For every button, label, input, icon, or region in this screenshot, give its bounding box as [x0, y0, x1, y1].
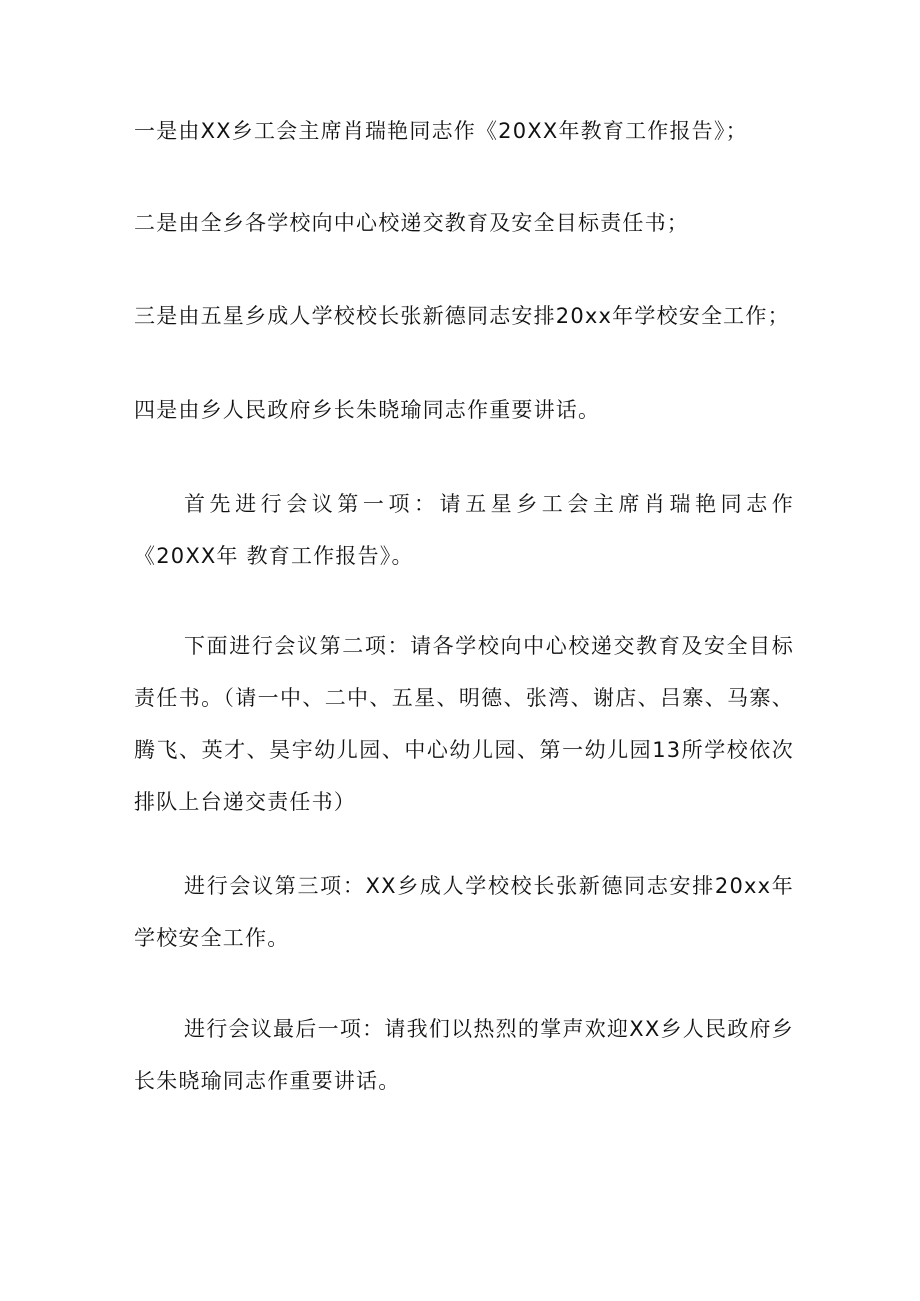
paragraph-first-item: 首先进行会议第一项：请五星乡工会主席肖瑞艳同志作《20XX年 教育工作报告》。	[134, 492, 794, 568]
agenda-item-2: 二是由全乡各学校向中心校递交教育及安全目标责任书；	[134, 211, 689, 235]
agenda-item-1: 一是由XX乡工会主席肖瑞艳同志作《20XX年教育工作报告》；	[134, 119, 748, 143]
agenda-item-4: 四是由乡人民政府乡长朱晓瑜同志作重要讲话。	[134, 398, 601, 422]
paragraph-final-item: 进行会议最后一项：请我们以热烈的掌声欢迎XX乡人民政府乡长朱晓瑜同志作重要讲话。	[134, 1017, 794, 1093]
paragraph-second-item: 下面进行会议第二项：请各学校向中心校递交教育及安全目标责任书。（请一中、二中、五星、明德、张湾、谢店、吕寨、马寨、腾飞、英才、昊宇幼儿园、中心幼儿园、第一幼儿园13所学校依次排队上台递交责任书）	[134, 634, 794, 814]
paragraph-third-item: 进行会议第三项：XX乡成人学校校长张新德同志安排20xx年学校安全工作。	[134, 874, 794, 950]
agenda-item-3: 三是由五星乡成人学校校长张新德同志安排20xx年学校安全工作；	[134, 304, 790, 328]
